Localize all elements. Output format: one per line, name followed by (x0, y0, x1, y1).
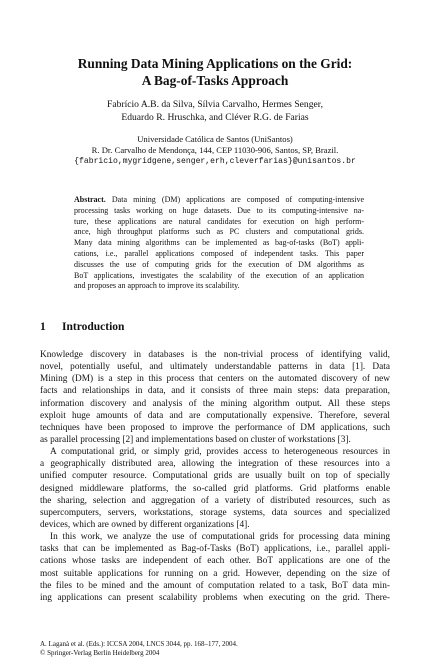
abstract-label: Abstract. (74, 195, 106, 204)
body-line: In this work, we analyze the use of computational grids for processing data mining (50, 532, 390, 543)
abstract-line: cations, i.e., parallel applications composed of independent tasks. This paper (74, 248, 364, 258)
author-list (40, 99, 390, 124)
paper-title (40, 55, 390, 89)
body-line: techniques have been proposed to improve the performance of DM applications, such (40, 422, 390, 433)
affiliation (20, 134, 410, 167)
abstract-line: processing tasks working on huge datasets. Due to its computing-intensive na- (74, 205, 364, 215)
body-text (40, 349, 390, 604)
abstract-line: and proposes an approach to improve its scalability. (74, 281, 240, 291)
affiliation-university: Universidade Católica de Santos (UniSantos) (137, 134, 293, 144)
body-line: exploit huge amounts of data and are computationally expensive. Therefore, several (40, 410, 390, 421)
abstract-line: discusses the use of computing grids for the execution of DM algorithms as (74, 259, 364, 269)
body-line: novel, potentially useful, and ultimately understandable patterns in data [1]. Data (40, 362, 390, 373)
body-line: devices, which are owned by different organizations [4]. (40, 519, 250, 530)
body-line: cations whose tasks are independent of each other. BoT applications are one of the (40, 556, 390, 567)
page-footer (40, 640, 238, 658)
body-line: most suitable applications for running on a grid. However, depending on the size of (40, 568, 390, 579)
body-line: as parallel processing [2] and implementations based on cluster of workstations [3]. (40, 434, 351, 445)
abstract-line (74, 195, 364, 206)
body-line: tasks that can be implemented as Bag-of-Tasks (BoT) applications, i.e., parallel appli- (40, 544, 390, 555)
body-line: a geographically distributed area, allowing the integration of these resources into a (40, 459, 390, 470)
body-line: information discovery and analysis of the mining algorithm output. All these steps (40, 398, 390, 409)
title-line-2: A Bag-of-Tasks Approach (141, 73, 289, 88)
abstract (74, 195, 364, 292)
body-line: the sharing, selection and aggregation of a variety of distributed resources, such as (40, 495, 390, 506)
footer-copyright: © Springer-Verlag Berlin Heidelberg 2004 (40, 649, 160, 657)
body-line: facts and relationships in data, and it consists of three main steps: data preparation, (40, 386, 390, 397)
authors-line-2: Eduardo R. Hruschka, and Cléver R.G. de Farias (121, 111, 309, 123)
title-line-1: Running Data Mining Applications on the Grid: (77, 56, 353, 71)
affiliation-address: R. Dr. Carvalho de Mendonça, 144, CEP 11030-906, Santos, SP, Brazil. (91, 145, 339, 155)
abstract-line: Many data mining algorithms can be implemented as bag-of-tasks (BoT) appli- (74, 238, 364, 248)
body-line: supercomputers, servers, workstations, storage systems, data sources and specialized (40, 507, 390, 518)
abstract-text: Data mining (DM) applications are composed of computing-intensive (105, 195, 364, 204)
body-line: ing applications can present scalability problems when executing on the grid. There- (40, 592, 390, 603)
abstract-line: BoT applications, investigates the scalability of the execution of an application (74, 270, 364, 280)
section-heading (40, 321, 124, 333)
footer-citation: A. Laganà et al. (Eds.): ICCSA 2004, LNCS 3044, pp. 168–177, 2004. (40, 640, 238, 648)
section-number: 1 (40, 321, 46, 333)
body-line: the files to be mined and the amount of computation related to a task, BoT data min- (40, 580, 390, 591)
authors-line-1: Fabrício A.B. da Silva, Sílvia Carvalho, Hermes Senger, (107, 99, 323, 110)
abstract-line: ance, high throughput platforms such as PC clusters and computational grids. (74, 227, 364, 237)
section-title: Introduction (62, 321, 125, 333)
abstract-line: ture, these applications are natural candidates for execution on high perform- (74, 216, 364, 226)
body-line: unified computer resource. Computational grids are usually built on top of specially (40, 471, 390, 482)
body-line: designed middleware platforms, the so-called grid platforms. Grid platforms enable (40, 483, 390, 494)
body-line: Mining (DM) is a step in this process that centers on the automated discovery of new (40, 374, 390, 385)
affiliation-emails: {fabricio,mygridgene,senger,erh,cleverfarias}@unisantos.br (74, 157, 356, 166)
body-line: Knowledge discovery in databases is the non-trivial process of identifying valid, (40, 350, 390, 360)
body-line: A computational grid, or simply grid, provides access to heterogeneous resources in (50, 447, 390, 458)
